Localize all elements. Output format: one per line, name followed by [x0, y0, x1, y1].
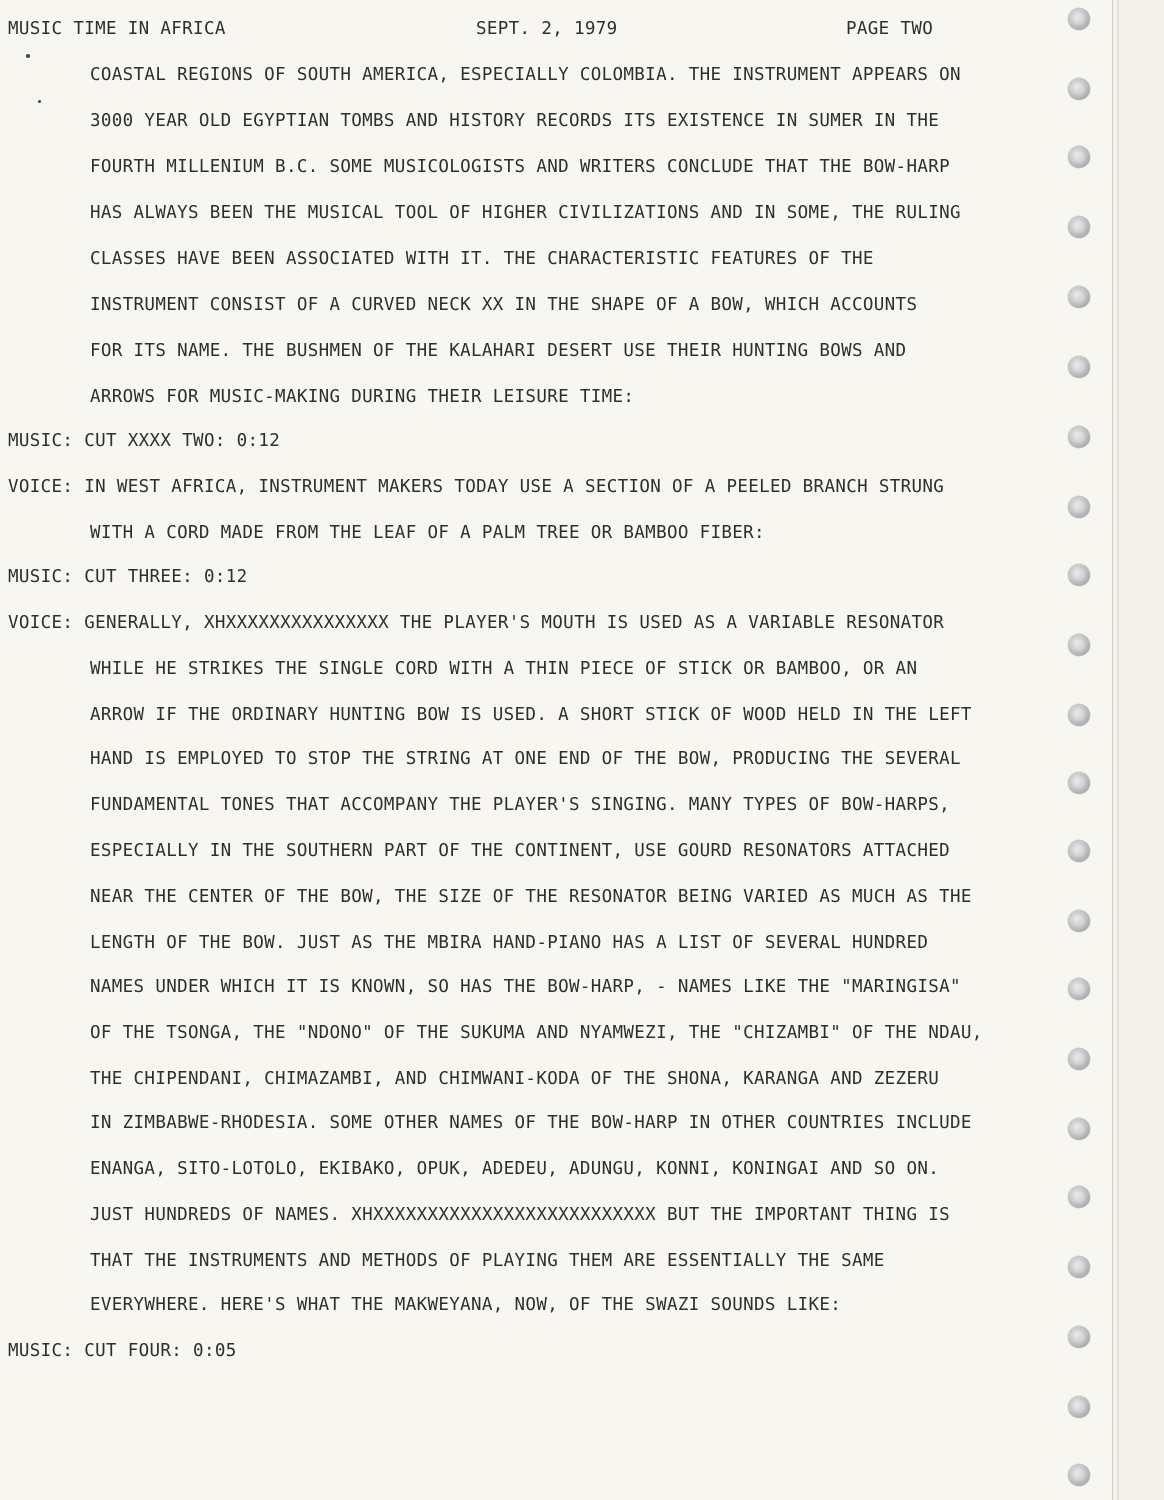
body-line: OF THE TSONGA, THE "NDONO" OF THE SUKUMA AND NYAMWEZI, THE "CHIZAMBI" OF THE NDAU, — [90, 1023, 983, 1043]
perforation-hole — [1068, 78, 1090, 100]
perforation-hole — [1068, 1186, 1090, 1208]
perforation-hole — [1068, 840, 1090, 862]
body-line: JUST HUNDREDS OF NAMES. XHXXXXXXXXXXXXXXXXXXXXXXXXXX BUT THE IMPORTANT THING IS — [90, 1205, 950, 1225]
body-line: IN ZIMBABWE-RHODESIA. SOME OTHER NAMES OF THE BOW-HARP IN OTHER COUNTRIES INCLUDE — [90, 1113, 972, 1133]
body-line: NEAR THE CENTER OF THE BOW, THE SIZE OF THE RESONATOR BEING VARIED AS MUCH AS THE — [90, 887, 972, 907]
body-line: ARROW IF THE ORDINARY HUNTING BOW IS USED. A SHORT STICK OF WOOD HELD IN THE LEFT — [90, 705, 972, 725]
perforation-hole — [1068, 1464, 1090, 1486]
body-line: THE CHIPENDANI, CHIMAZAMBI, AND CHIMWANI-KODA OF THE SHONA, KARANGA AND ZEZERU — [90, 1069, 940, 1089]
body-line: NAMES UNDER WHICH IT IS KNOWN, SO HAS THE BOW-HARP, - NAMES LIKE THE "MARINGISA" — [90, 977, 961, 997]
perforation-hole — [1068, 910, 1090, 932]
perforation-hole — [1068, 634, 1090, 656]
body-line: HAS ALWAYS BEEN THE MUSICAL TOOL OF HIGHER CIVILIZATIONS AND IN SOME, THE RULING — [90, 203, 961, 223]
music-cue: MUSIC: CUT THREE: 0:12 — [8, 567, 248, 587]
perforation-hole — [1068, 1256, 1090, 1278]
body-line: LENGTH OF THE BOW. JUST AS THE MBIRA HAND-PIANO HAS A LIST OF SEVERAL HUNDRED — [90, 933, 929, 953]
perforation-hole — [1068, 704, 1090, 726]
body-line: THAT THE INSTRUMENTS AND METHODS OF PLAYING THEM ARE ESSENTIALLY THE SAME — [90, 1251, 885, 1271]
body-line: COASTAL REGIONS OF SOUTH AMERICA, ESPECIALLY COLOMBIA. THE INSTRUMENT APPEARS ON — [90, 65, 961, 85]
body-line: WITH A CORD MADE FROM THE LEAF OF A PALM TREE OR BAMBOO FIBER: — [90, 523, 765, 543]
body-line: 3000 YEAR OLD EGYPTIAN TOMBS AND HISTORY RECORDS ITS EXISTENCE IN SUMER IN THE — [90, 111, 940, 131]
music-cue: MUSIC: CUT FOUR: 0:05 — [8, 1341, 237, 1361]
perforation-hole — [1068, 8, 1090, 30]
body-line: WHILE HE STRIKES THE SINGLE CORD WITH A THIN PIECE OF STICK OR BAMBOO, OR AN — [90, 659, 918, 679]
body-line: HAND IS EMPLOYED TO STOP THE STRING AT ONE END OF THE BOW, PRODUCING THE SEVERAL — [90, 749, 961, 769]
ink-speck — [26, 54, 30, 58]
voice-cue: VOICE: GENERALLY, XHXXXXXXXXXXXXXXX THE PLAYER'S MOUTH IS USED AS A VARIABLE RESONATOR — [8, 613, 945, 633]
body-line: INSTRUMENT CONSIST OF A CURVED NECK XX IN THE SHAPE OF A BOW, WHICH ACCOUNTS — [90, 295, 918, 315]
ink-speck — [38, 100, 41, 103]
body-line: EVERYWHERE. HERE'S WHAT THE MAKWEYANA, NOW, OF THE SWAZI SOUNDS LIKE: — [90, 1295, 842, 1315]
body-line: ESPECIALLY IN THE SOUTHERN PART OF THE CONTINENT, USE GOURD RESONATORS ATTACHED — [90, 841, 950, 861]
perforation-hole — [1068, 496, 1090, 518]
perforation-hole — [1068, 978, 1090, 1000]
body-line: ENANGA, SITO-LOTOLO, EKIBAKO, OPUK, ADEDEU, ADUNGU, KONNI, KONINGAI AND SO ON. — [90, 1159, 940, 1179]
perforation-hole — [1068, 426, 1090, 448]
header-title: MUSIC TIME IN AFRICA — [8, 19, 226, 39]
body-line: ARROWS FOR MUSIC-MAKING DURING THEIR LEISURE TIME: — [90, 387, 635, 407]
voice-cue: VOICE: IN WEST AFRICA, INSTRUMENT MAKERS TODAY USE A SECTION OF A PEELED BRANCH STRUNG — [8, 477, 945, 497]
body-line: CLASSES HAVE BEEN ASSOCIATED WITH IT. THE CHARACTERISTIC FEATURES OF THE — [90, 249, 874, 269]
perforation-hole — [1068, 1396, 1090, 1418]
music-cue: MUSIC: CUT XXXX TWO: 0:12 — [8, 431, 281, 451]
header-page-number: PAGE TWO — [846, 19, 934, 39]
perforation-hole — [1068, 286, 1090, 308]
tractor-feed-strip — [1112, 0, 1164, 1500]
perforation-hole — [1068, 1326, 1090, 1348]
perforation-hole — [1068, 772, 1090, 794]
perforation-hole — [1068, 1118, 1090, 1140]
perforation-hole — [1068, 1048, 1090, 1070]
perforation-hole — [1068, 564, 1090, 586]
body-line: FOR ITS NAME. THE BUSHMEN OF THE KALAHARI DESERT USE THEIR HUNTING BOWS AND — [90, 341, 907, 361]
body-line: FUNDAMENTAL TONES THAT ACCOMPANY THE PLAYER'S SINGING. MANY TYPES OF BOW-HARPS, — [90, 795, 950, 815]
header-date: SEPT. 2, 1979 — [476, 19, 618, 39]
perforation-hole — [1068, 146, 1090, 168]
body-line: FOURTH MILLENIUM B.C. SOME MUSICOLOGISTS AND WRITERS CONCLUDE THAT THE BOW-HARP — [90, 157, 950, 177]
perforation-hole — [1068, 356, 1090, 378]
perforation-hole — [1068, 216, 1090, 238]
